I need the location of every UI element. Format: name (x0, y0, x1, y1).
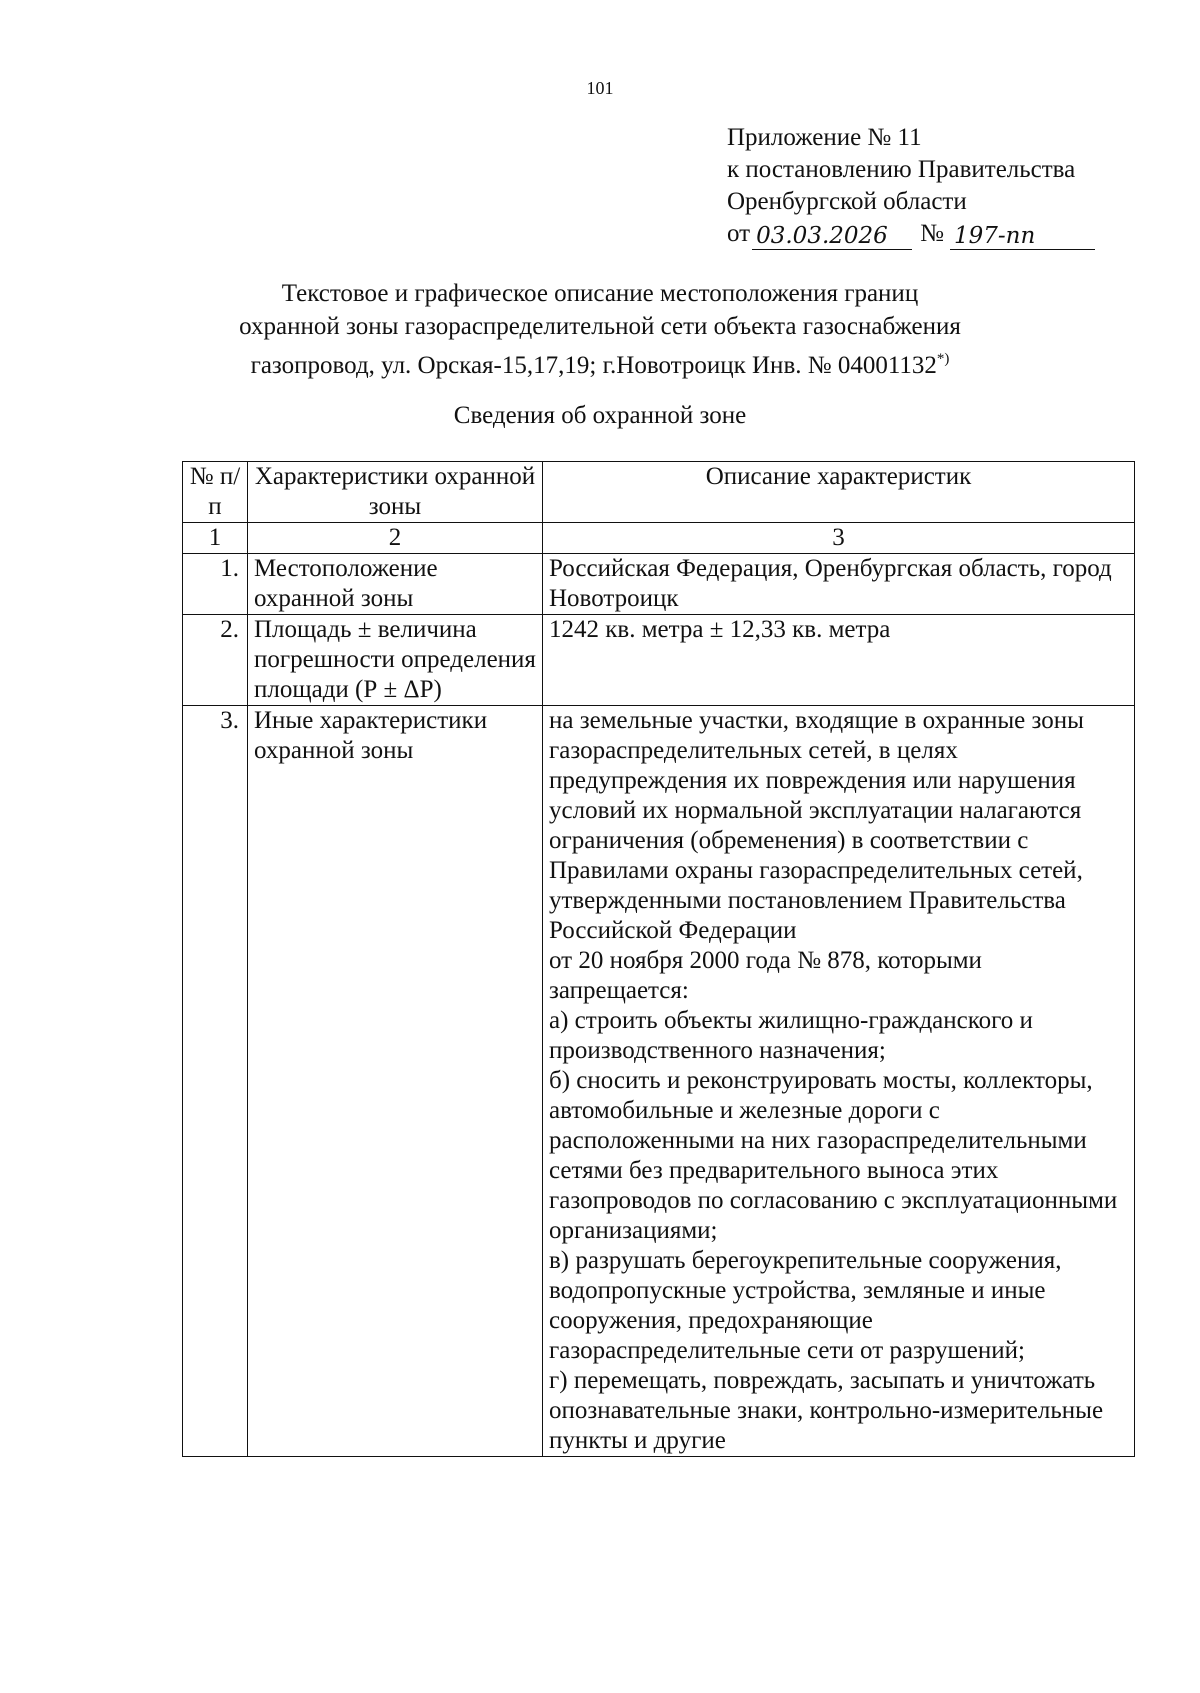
table-row (183, 554, 1135, 615)
handwritten-date: 03.03.2026 (752, 223, 912, 250)
row-number: 1. (183, 554, 248, 615)
table-row (183, 615, 1135, 706)
page-number: 101 (586, 78, 614, 98)
appendix-resolution: к постановлению Правительства (727, 156, 1076, 183)
column-number-3: 3 (543, 523, 1135, 554)
appendix-number: Приложение № 11 (727, 124, 922, 151)
appendix-region: Оренбургской области (727, 188, 967, 215)
table-row (183, 706, 1135, 1457)
table-header-row (183, 462, 1135, 523)
column-number-1: 1 (183, 523, 248, 554)
header-characteristic: Характеристики охранной зоны (248, 462, 543, 523)
section-title: Сведения об охранной зоне (453, 402, 747, 429)
number-label: № (920, 220, 944, 247)
row-characteristic: Иные характеристики охранной зоны (248, 706, 543, 1457)
description-paragraph: в) разрушать берегоукрепительные сооружения, водопропускные устройства, земляные и иные сооружения, предохраняющие газораспределительные сети от разрушений; (549, 1247, 1062, 1364)
protected-zone-table (182, 461, 1135, 1457)
description-paragraph: а) строить объекты жилищно-гражданского и производственного назначения; (549, 1007, 1033, 1064)
description-paragraph: г) перемещать, повреждать, засыпать и уничтожать опознавательные знаки, контрольно-измерительные пункты и другие (549, 1367, 1104, 1454)
description-paragraph: от 20 ноября 2000 года № 878, которыми запрещается: (549, 947, 982, 1004)
row-characteristic: Площадь ± величина погрешности определения площади (Р ± ΔР) (248, 615, 543, 706)
row-description: Российская Федерация, Оренбургская область, город Новотроицк (543, 554, 1135, 615)
appendix-date-number (727, 218, 1095, 250)
title-line-3 (0, 343, 1200, 382)
handwritten-number: 197-пп (950, 223, 1095, 250)
footnote-mark: *) (936, 351, 950, 367)
title-line-3-text: газопровод, ул. Орская-15,17,19; г.Новотроицк Инв. № 04001132 (250, 352, 937, 379)
row-number: 2. (183, 615, 248, 706)
title-line-2: охранной зоны газораспределительной сети объекта газоснабжения (239, 313, 961, 340)
header-description: Описание характеристик (543, 462, 1135, 523)
row-description (543, 706, 1135, 1457)
column-number-2: 2 (248, 523, 543, 554)
from-label: от (727, 220, 751, 247)
header-number: № п/п (183, 462, 248, 523)
document-title (0, 277, 1200, 382)
title-line-1: Текстовое и графическое описание местоположения границ (281, 280, 919, 307)
row-number: 3. (183, 706, 248, 1457)
appendix-header (727, 122, 1095, 250)
description-paragraph: на земельные участки, входящие в охранные зоны газораспределительных сетей, в целях предупреждения их повреждения или нарушения условий их нормальной эксплуатации налагаются ограничения (обременения) в соответствии с Правилами охраны газораспределительных сетей, утвержденными постановлением Правительства Российской Федерации (549, 707, 1084, 944)
row-characteristic: Местоположение охранной зоны (248, 554, 543, 615)
column-number-row (183, 523, 1135, 554)
description-paragraph: б) сносить и реконструировать мосты, коллекторы, автомобильные и железные дороги с расположенными на них газораспределительными сетями без предварительного выноса этих газопроводов по согласованию с эксплуатационными организациями; (549, 1067, 1118, 1244)
row-description: 1242 кв. метра ± 12,33 кв. метра (543, 615, 1135, 706)
